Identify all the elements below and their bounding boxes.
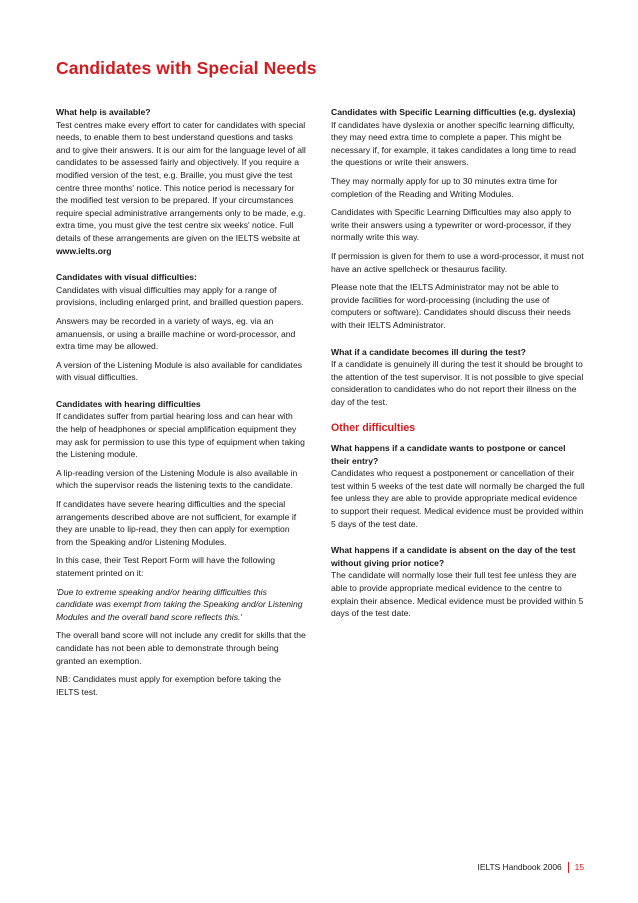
page-title: Candidates with Special Needs — [56, 58, 317, 78]
left-column — [56, 106, 306, 704]
section-postpone — [331, 442, 586, 530]
paragraph: In this case, their Test Report Form will have the following statement printed on it: — [56, 555, 276, 578]
website-link[interactable]: www.ielts.org — [56, 245, 112, 256]
paragraph: If candidates have dyslexia or another specific learning difficulty, they may need extra time to complete a paper. This might be necessary if, for example, it takes candidates a long time to read the questions or write their answers. — [331, 119, 577, 168]
page-number: 15 — [574, 862, 584, 872]
section-what-help — [56, 106, 306, 257]
section-heading: What happens if a candidate is absent on the day of the test without giving prior notice? — [331, 545, 576, 568]
section-heading: Candidates with visual difficulties: — [56, 272, 197, 283]
section-heading: What if a candidate becomes ill during the test? — [331, 346, 526, 357]
paragraph: NB: Candidates must apply for exemption before taking the IELTS test. — [56, 674, 281, 697]
paragraph: Candidates who request a postponement or cancellation of their test within 5 weeks of the test date will normally be charged the full fee unless they are able to provide appropriate medical evidence to support their request. Medical evidence must be provided within 5 days of the test date. — [331, 468, 585, 529]
section-heading: What help is available? — [56, 107, 151, 117]
section-ill — [331, 346, 586, 409]
paragraph: If a candidate is genuinely ill during the test it should be brought to the attention of the test supervisor. It is not possible to give special consideration to candidates who do not report their illness on the day of the test. — [331, 359, 584, 407]
paragraph: If candidates suffer from partial hearing loss and can hear with the help of headphones or special amplification equipment they may ask for permission to use this type of equipment when taking the Listening module. — [56, 411, 305, 460]
quote: 'Due to extreme speaking and/or hearing difficulties this candidate was exempt from taking the Speaking and/or Listening Modules and the overall band score reflects this.' — [56, 586, 303, 622]
paragraph: They may normally apply for up to 30 minutes extra time for completion of the Reading and Writing Modules. — [331, 175, 558, 199]
section-heading: Candidates with hearing difficulties — [56, 398, 201, 409]
paragraph: Please note that the IELTS Administrator may not be able to provide facilities for word-processing (including the use of computers or software). Candidates should discuss their needs with their IELTS Administrator. — [331, 282, 571, 330]
subheading-other-difficulties: Other difficulties — [331, 422, 416, 435]
paragraph: Answers may be recorded in a variety of ways, eg. via an amanuensis, or using a braille machine or word-processor, and extra time may be allowed. — [56, 315, 296, 352]
paragraph: Candidates with Specific Learning Difficulties may also apply to write their answers using a typewriter or word-processor, if they normally write this way. — [331, 207, 572, 243]
paragraph: A version of the Listening Module is also available for candidates with visual difficulties. — [56, 359, 303, 383]
paragraph: If candidates have severe hearing difficulties and the special arrangements described above are not sufficient, for example if they are unable to lip-read, they then can apply for exemption from the Speaking and/or Listening Modules. — [56, 499, 297, 547]
paragraph: Test centres make every effort to cater for candidates with special needs, to enable them to best understand questions and tasks and to give their answers. It is our aim for the language level of all candidates to be assessed fairly and objectively. If you require a modified version of the test, e.g. Braille, you must give the test centre three months' notice. This notice period is necessary for the modified test version to be prepared. If your circumstances require special administrative arrangements only to be made, e.g. extra time, you must give the test centre six weeks' notice. Full details of these arrangements are given on the IELTS website at — [56, 119, 306, 243]
section-hearing — [56, 398, 306, 461]
footer-label: IELTS Handbook 2006 — [477, 862, 562, 872]
section-specific-learning — [331, 106, 586, 169]
paragraph: The overall band score will not include any credit for skills that the candidate has not been able to demonstrate through being granted an exemption. — [56, 630, 306, 666]
section-heading: What happens if a candidate wants to postpone or cancel their entry? — [331, 443, 566, 466]
footer-divider — [568, 862, 569, 873]
paragraph: The candidate will normally lose their full test fee unless they are able to provide appropriate medical evidence to the centre to explain their absence. Medical evidence must be provided within 5 days of the test date. — [331, 570, 584, 619]
section-visual — [56, 271, 306, 309]
paragraph: Candidates with visual difficulties may apply for a range of provisions, including enlarged print, and brailled question papers. — [56, 284, 304, 308]
section-heading: Candidates with Specific Learning difficulties (e.g. dyslexia) — [331, 107, 576, 117]
section-absent — [331, 544, 586, 620]
paragraph: If permission is given for them to use a word-processor, it must not have an active spellcheck or thesaurus facility. — [331, 250, 584, 274]
page-footer — [478, 862, 584, 873]
right-column — [331, 106, 586, 626]
paragraph: A lip-reading version of the Listening Module is also available in which the supervisor reads the listening texts to the candidate. — [56, 467, 298, 491]
